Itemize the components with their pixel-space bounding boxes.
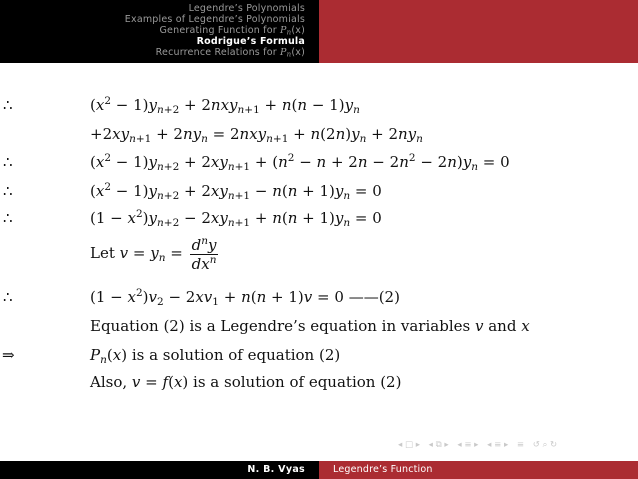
section-navigation	[0, 0, 319, 63]
equation-line-2: $+2xy_{n+1} + 2ny_n = 2nxy_{n+1} + n(2n)y_n + 2ny_n$	[90, 125, 423, 145]
therefore-symbol: ∴	[3, 96, 13, 114]
sentence-legendre-equation: Equation (2) is a Legendre’s equation in variables v and x	[90, 317, 530, 335]
nav-item-label: Recurrence Relations for	[155, 47, 281, 58]
equation-line-let: Let $v = y_n$ = $\frac{d^ny}{dx^n}$	[90, 234, 217, 273]
equation-label: ——(2)	[348, 288, 400, 306]
search-icon[interactable]: ↺ ⌕ ↻	[532, 440, 558, 450]
frame-nav-icon[interactable]: ◂ □ ▸	[398, 440, 420, 450]
derivative-fraction: $\frac{d^ny}{dx^n}$	[191, 234, 217, 273]
sentence-v-solution: Also, v = f(x) is a solution of equation (2)	[90, 373, 402, 391]
sentence-text: is a solution of equation (2)	[131, 346, 341, 364]
therefore-symbol: ∴	[3, 182, 13, 200]
sentence-and: and	[488, 317, 517, 335]
header	[0, 0, 638, 63]
sentence-prefix: Also,	[90, 373, 128, 391]
nav-item-rodrigues-formula[interactable]: Rodrigue’s Formula	[196, 36, 305, 47]
let-text: Let	[90, 244, 115, 262]
equation-line-3: $(x^2 - 1)y_{n+2} + 2xy_{n+1} + (n^2 - n + 2n - 2n^2 - 2n)y_n = 0$	[90, 152, 510, 173]
nav-item-recurrence-relations[interactable]	[156, 47, 305, 61]
nav-item-legendres-polynomials[interactable]: Legendre’s Polynomials	[188, 3, 305, 14]
subsubsection-nav-icon[interactable]: ◂ ≡ ▸	[487, 440, 509, 450]
beamer-navigation-symbols	[398, 440, 563, 450]
footer-author: N. B. Vyas	[0, 461, 319, 479]
subsection-nav-icon[interactable]: ◂ ⧉ ▸	[428, 440, 449, 450]
sentence-text: is a solution of equation (2)	[193, 373, 402, 391]
math-sub: n	[286, 28, 292, 37]
nav-item-label: Generating Function for	[159, 25, 281, 36]
sentence-pn-solution: $P_n(x)$ is a solution of equation (2)	[90, 346, 341, 366]
header-accent-panel	[319, 0, 638, 63]
section-nav-icon[interactable]: ◂ ≡ ▸	[457, 440, 479, 450]
implies-symbol: ⇒	[2, 346, 15, 364]
therefore-symbol: ∴	[3, 209, 13, 227]
footer	[0, 461, 638, 479]
math-arg: (x)	[291, 25, 305, 36]
equation-line-7: $(1 - x^2)v_2 - 2xv_1 + n(n + 1)v = 0$ ——(2)	[90, 287, 400, 308]
footer-title: Legendre’s Function	[319, 461, 638, 479]
equation-line-1: $(x^2 - 1)y_{n+2} + 2nxy_{n+1} + n(n - 1)y_n$	[90, 95, 360, 116]
math-var: P	[280, 47, 287, 58]
therefore-symbol: ∴	[3, 153, 13, 171]
math-sub: n	[286, 50, 292, 59]
sentence-text: Equation (2) is a Legendre’s equation in variables	[90, 317, 471, 335]
math-var: P	[280, 25, 287, 36]
nav-item-examples[interactable]: Examples of Legendre’s Polynomials	[124, 14, 305, 25]
therefore-symbol: ∴	[3, 288, 13, 306]
equation-line-5: $(1 - x^2)y_{n+2} - 2xy_{n+1} + n(n + 1)y_n = 0$	[90, 208, 382, 229]
align-icon[interactable]: ≡	[516, 440, 525, 450]
equation-line-4: $(x^2 - 1)y_{n+2} + 2xy_{n+1} - n(n + 1)y_n = 0$	[90, 181, 382, 202]
math-arg: (x)	[291, 47, 305, 58]
